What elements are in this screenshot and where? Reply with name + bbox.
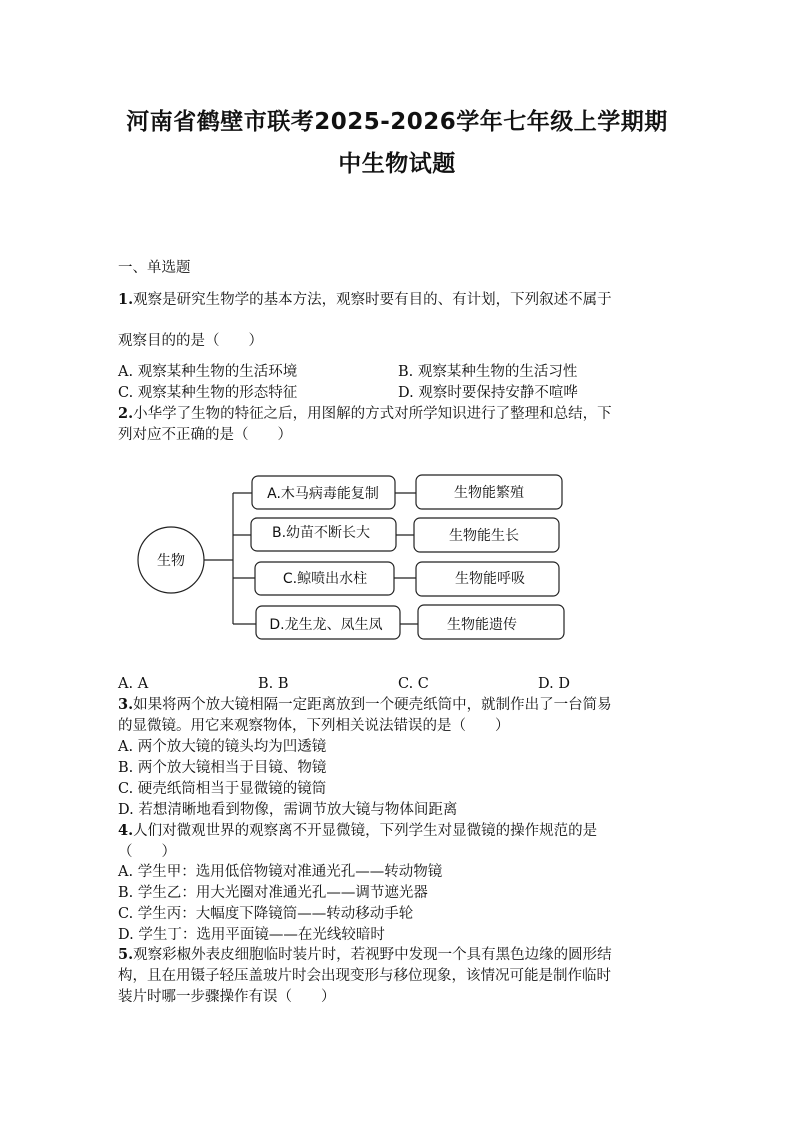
q1-option-b: B. 观察某种生物的生活习性 xyxy=(398,364,578,380)
q2-option-d: D. D xyxy=(538,676,570,692)
document-title-line-2: 中生物试题 xyxy=(338,151,456,177)
left-label-d: D.龙生龙、凤生凤 xyxy=(269,617,383,633)
question-1-stem-line-2: 观察目的的是（ ） xyxy=(118,333,263,349)
question-2-stem-line-1 xyxy=(118,404,678,424)
q4-option-c: C. 学生丙：大幅度下降镜筒——转动移动手轮 xyxy=(118,906,414,922)
question-4-number: 4. xyxy=(118,822,134,839)
question-5-stem-line-2: 构，且在用镊子轻压盖玻片时会出现变形与移位现象，该情况可能是制作临时 xyxy=(118,968,611,984)
left-label-b: B.幼苗不断长大 xyxy=(271,525,371,541)
q2-option-b: B. B xyxy=(258,676,289,692)
q1-option-c: C. 观察某种生物的形态特征 xyxy=(118,385,298,401)
q4-option-b: B. 学生乙：用大光圈对准通光孔——调节遮光器 xyxy=(118,885,428,901)
right-label-a: 生物能繁殖 xyxy=(454,485,524,501)
question-1-text: 观察是研究生物学的基本方法，观察时要有目的、有计划，下列叙述不属于 xyxy=(133,292,612,308)
question-5-stem-line-1 xyxy=(118,945,678,965)
question-4-text: 人们对微观世界的观察离不开显微镜，下列学生对显微镜的操作规范的是 xyxy=(133,823,598,839)
q1-option-a: A. 观察某种生物的生活环境 xyxy=(118,364,298,380)
left-label-a: A.木马病毒能复制 xyxy=(267,486,379,502)
q2-option-a: A. A xyxy=(118,676,149,692)
question-3-stem-line-1 xyxy=(118,695,678,715)
question-3-number: 3. xyxy=(118,696,134,713)
question-2-number: 2. xyxy=(118,405,134,422)
q3-option-a: A. 两个放大镜的镜头均为凹透镜 xyxy=(118,739,327,755)
question-2-stem-line-2: 列对应不正确的是（ ） xyxy=(118,427,292,443)
q4-option-d: D. 学生丁：选用平面镜——在光线较暗时 xyxy=(118,927,385,943)
section-heading: 一、单选题 xyxy=(118,260,191,276)
question-5-text: 观察彩椒外表皮细胞临时装片时，若视野中发现一个具有黑色边缘的圆形结 xyxy=(133,947,612,963)
root-label: 生物 xyxy=(157,553,185,569)
question-1-number: 1. xyxy=(118,291,134,308)
q4-option-a: A. 学生甲：选用低倍物镜对准通光孔——转动物镜 xyxy=(118,864,443,880)
right-label-d: 生物能遗传 xyxy=(447,617,517,633)
q1-option-d: D. 观察时要保持安静不喧哗 xyxy=(398,385,578,401)
q3-option-c: C. 硬壳纸筒相当于显微镜的镜筒 xyxy=(118,781,327,797)
right-label-b: 生物能生长 xyxy=(449,528,519,544)
question-5-number: 5. xyxy=(118,946,134,963)
question-1-stem-line-1 xyxy=(118,290,678,310)
question-5-stem-line-3: 装片时哪一步骤操作有误（ ） xyxy=(118,989,336,1005)
biology-characteristics-diagram xyxy=(0,465,794,665)
q3-option-d: D. 若想清晰地看到物像，需调节放大镜与物体间距离 xyxy=(118,802,458,818)
question-4-stem-line-2: （ ） xyxy=(118,844,176,860)
question-3-text: 如果将两个放大镜相隔一定距离放到一个硬壳纸筒中，就制作出了一台简易 xyxy=(133,697,612,713)
document-title-line-1: 河南省鹤壁市联考2025-2026学年七年级上学期期 xyxy=(126,109,668,135)
q3-option-b: B. 两个放大镜相当于目镜、物镜 xyxy=(118,760,327,776)
q2-option-c: C. C xyxy=(398,676,429,692)
question-4-stem-line-1 xyxy=(118,821,678,841)
right-label-c: 生物能呼吸 xyxy=(455,571,525,587)
left-label-c: C.鲸喷出水柱 xyxy=(282,571,368,587)
question-2-text: 小华学了生物的特征之后，用图解的方式对所学知识进行了整理和总结，下 xyxy=(133,406,612,422)
question-3-stem-line-2: 的显微镜。用它来观察物体，下列相关说法错误的是（ ） xyxy=(118,718,510,734)
